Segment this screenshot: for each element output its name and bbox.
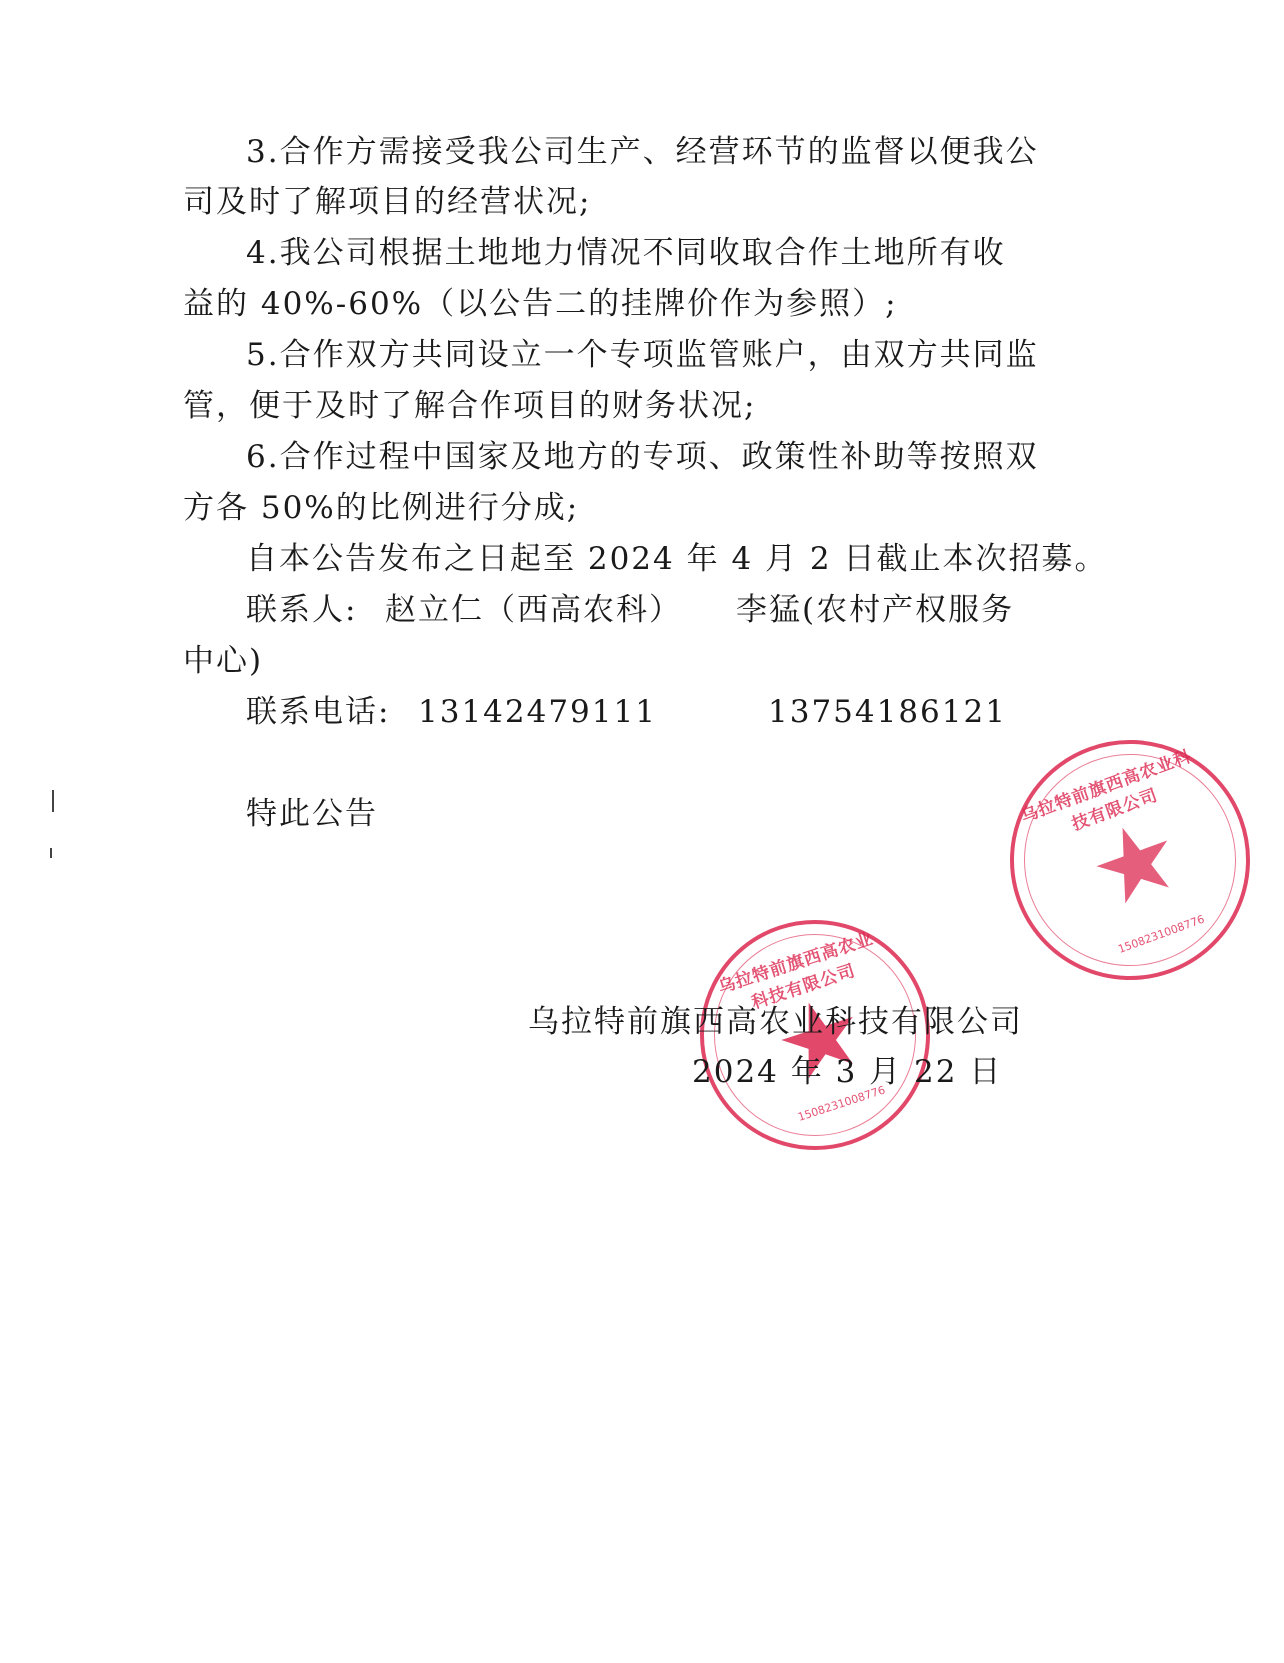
edge-seal-code-text: 1508231008776 [1116, 912, 1207, 956]
contact-person-2-line-1: 李猛(农村产权服务 [736, 592, 1015, 628]
deadline-text: 自本公告发布之日起至 2024 年 4 月 2 日截止本次招募。 [246, 541, 1108, 577]
contacts-label: 联系人: [246, 592, 358, 628]
item-4-line-2: 益的 40%-60%（以公告二的挂牌价作为参照）; [183, 286, 898, 322]
edge-seal-name-text: 乌拉特前旗西高农业科技有限公司 [1018, 746, 1195, 835]
seal-code-text: 1508231008776 [796, 1083, 887, 1124]
signature-date: 2024 年 3 月 22 日 [692, 1054, 1003, 1090]
item-5-line-2: 管，便于及时了解合作项目的财务状况; [183, 388, 757, 424]
phone-2: 13754186121 [768, 694, 1007, 730]
item-6-line-2: 方各 50%的比例进行分成; [183, 490, 580, 526]
company-name: 乌拉特前旗西高农业科技有限公司 [528, 1004, 1023, 1040]
item-6-line-1: 6.合作过程中国家及地方的专项、政策性补助等按照双 [246, 439, 1039, 475]
contact-person-2-line-2: 中心) [183, 643, 264, 679]
item-3-line-2: 司及时了解项目的经营状况; [183, 184, 592, 220]
edge-seal [976, 706, 1284, 1014]
phones-label: 联系电话: [246, 694, 391, 730]
binding-mark [50, 848, 52, 858]
seal-name-text: 乌拉特前旗西高农业科技有限公司 [715, 928, 877, 1014]
closing-text: 特此公告 [246, 796, 378, 832]
binding-mark [52, 790, 54, 812]
item-3-line-1: 3.合作方需接受我公司生产、经营环节的监督以便我公 [246, 134, 1039, 170]
item-5-line-1: 5.合作双方共同设立一个专项监管账户，由双方共同监 [246, 337, 1039, 373]
contact-person-1: 赵立仁（西高农科） [385, 592, 682, 628]
item-4-line-1: 4.我公司根据土地地力情况不同收取合作土地所有收 [246, 235, 1006, 271]
phone-1: 13142479111 [418, 694, 657, 730]
